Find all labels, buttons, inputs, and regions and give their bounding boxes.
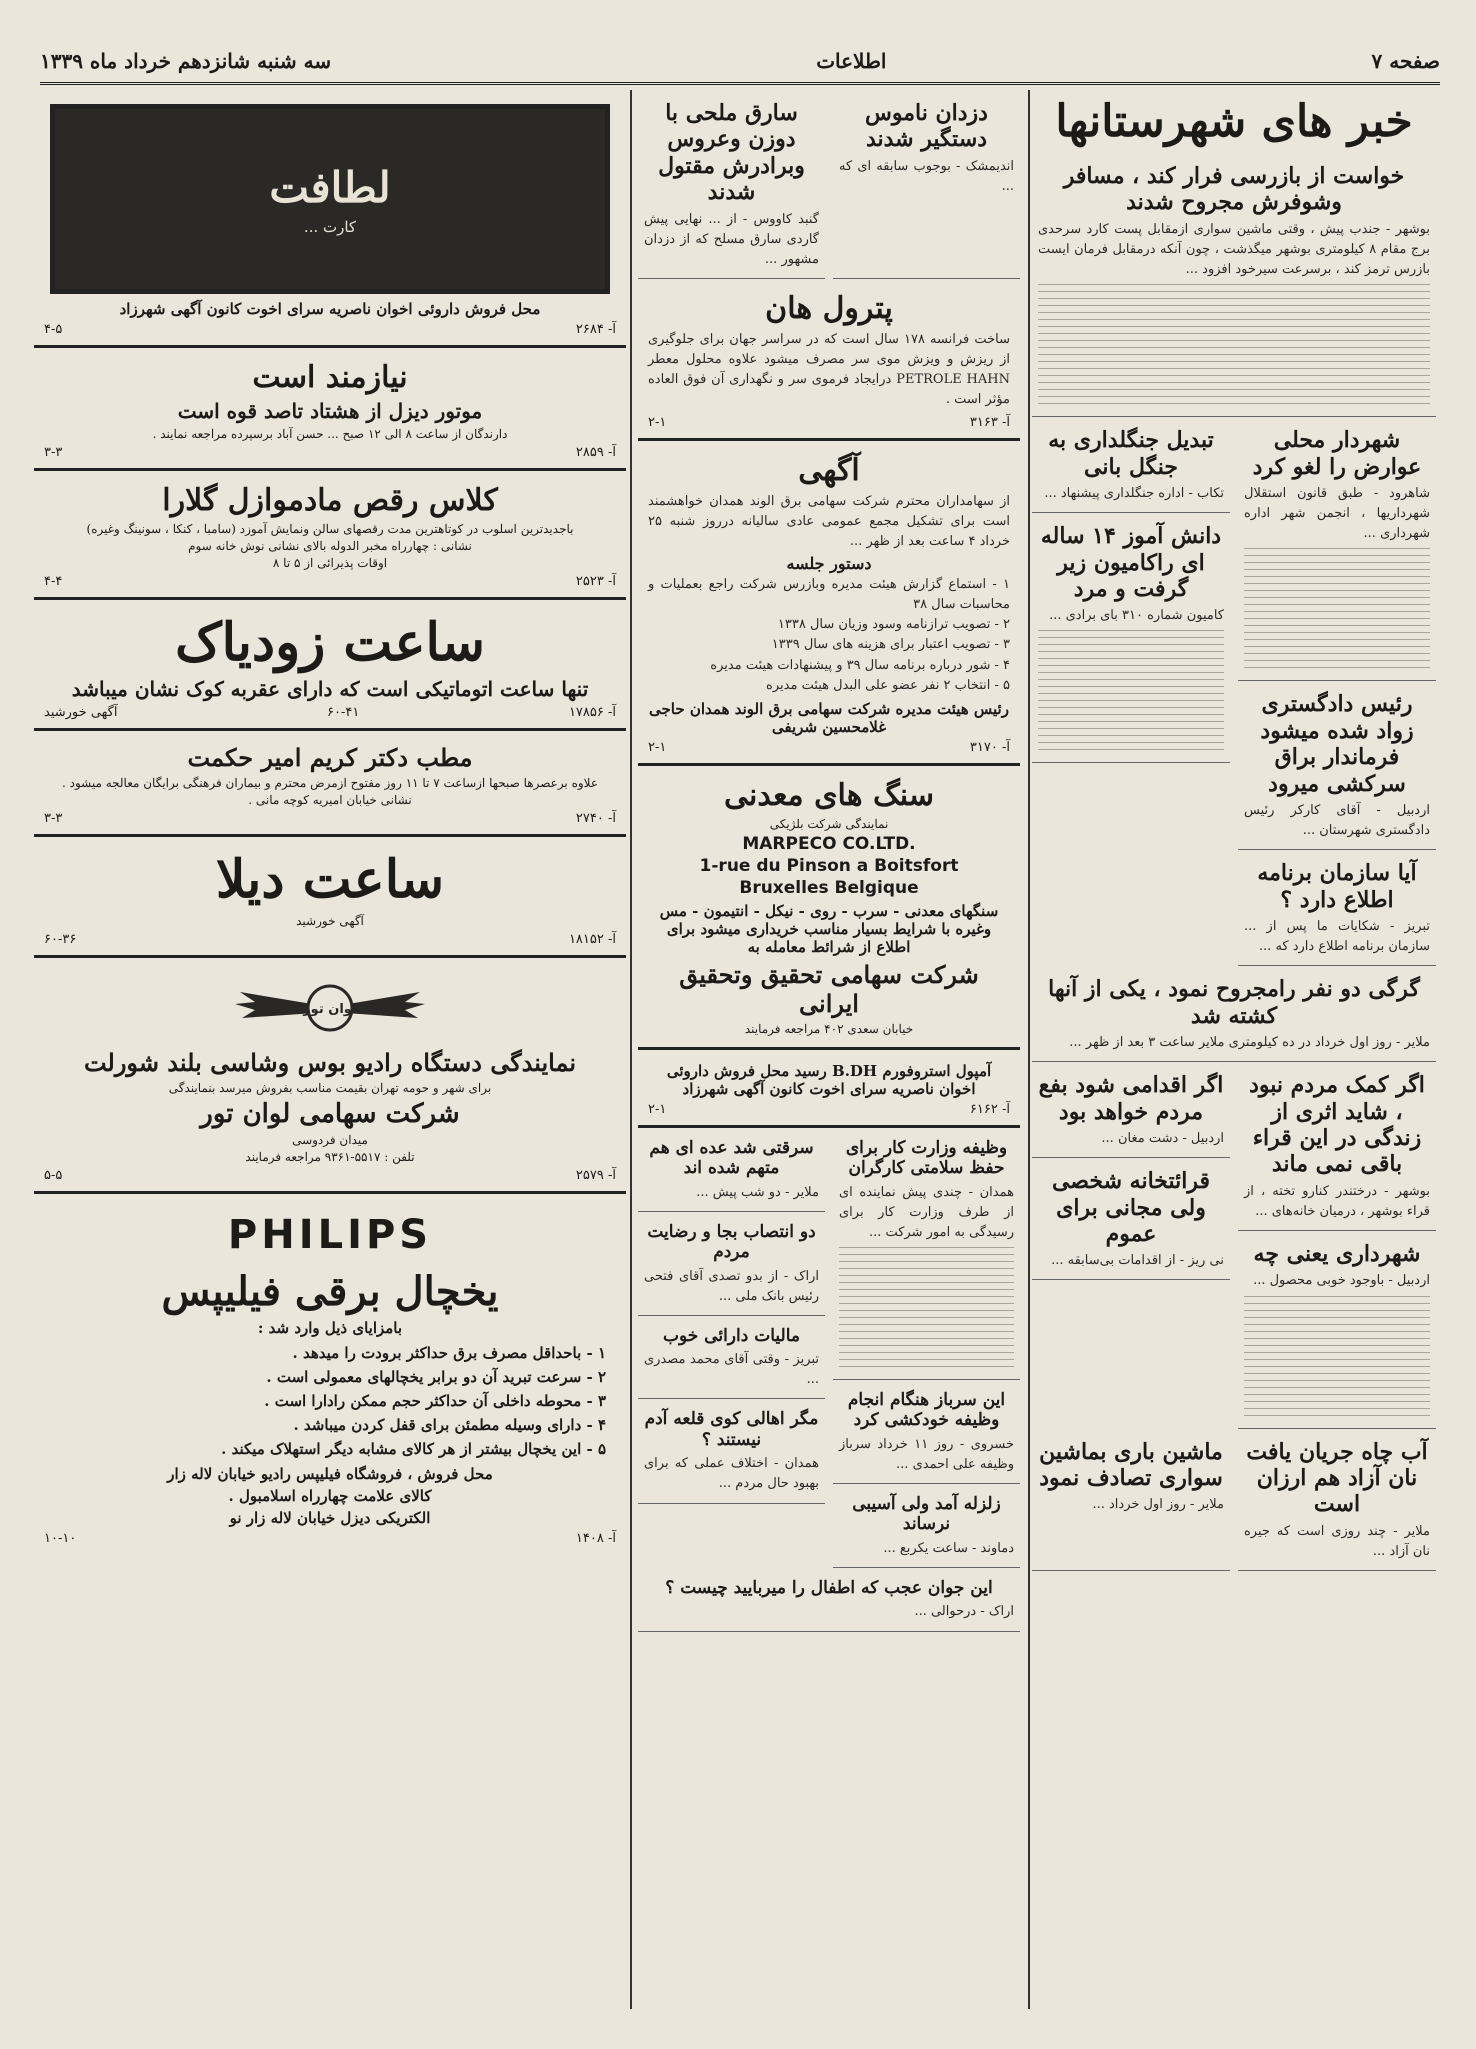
article-headline: دو انتصاب بجا و رضایت مردم [647,1221,816,1263]
ad-title: آگهی [798,452,860,488]
feature-list [54,1341,606,1461]
ad-code-number: آ- ۳۱۶۳ [969,414,1010,430]
sub-columns [638,1128,1020,1568]
advertisement-della-watch [34,837,626,958]
page-number: صفحه ۷ [1371,49,1440,73]
ad-body: برای شهر و حومه تهران بقیمت مناسب بفروش میرسد بنمایندگی [168,1081,492,1095]
sub-columns [1032,1429,1436,1571]
news-article [1238,1231,1436,1429]
article-body: ملایر - چند روزی است که جیره نان آزاد ... [1244,1523,1430,1559]
ad-title: پترول هان [765,290,893,326]
article-body: بوشهر - درختندر کنارو تخته ، از قراء بوشهر ، درمیان خانه‌های ... [1244,1183,1430,1219]
ad-code-run: ۳-۳ [44,811,63,826]
ad-phone: تلفن : ۵۵۱۷-۹۳۶۱ مراجعه فرمایند [245,1150,415,1164]
feature-item: ۲ - سرعت تبرید آن دو برابر یخچالهای معمولی است . [266,1368,606,1386]
article-body: اردبیل - آقای کارکر رئیس دادگستری شهرستان ... [1244,802,1430,839]
ad-detail: دارندگان از ساعت ۸ الی ۱۲ صبح ... حسن آباد برسپرده مراجعه نمایند . [152,427,508,441]
advertisement-minerals [638,766,1020,1050]
ad-body: تنها ساعت اتوماتیکی است که دارای عقربه کوک نشان میباشد [71,677,589,701]
news-article [638,1568,1020,1632]
ad-code [44,811,616,826]
feature-item: ۳ - محوطه داخلی آن حداکثر حجم ممکن رادارا است . [264,1392,606,1410]
ad-code [648,1102,1010,1117]
ad-code [648,740,1010,755]
news-article [1032,153,1436,417]
article-body: بوشهر - جندب پیش ، وقتی ماشین سواری ازمقابل پست کارد سرحدی برج مقام ۸ کیلومتری بوشهر میگذشت ، چون آنکه درمقابل فرمان ایست بازرس ترمز کند ، برسرعت سیرخود افزود ... [1038,221,1431,278]
ad-code [44,574,616,589]
paper-name: اطلاعات [816,49,887,73]
article-headline: شهردار محلی عوارض را لغو کرد [1252,427,1422,480]
agenda-item: ۳ - تصویب اعتبار برای هزینه های سال ۱۳۳۹ [771,637,1010,653]
ad-code-run: ۱۰-۱۰ [44,1531,77,1546]
article-headline: تبدیل جنگلداری به جنگل بانی [1048,427,1214,480]
agenda-list [648,575,1010,696]
ad-agency: آگهی خورشید [44,705,118,720]
ad-code-number: آ- ۲۵۲۳ [575,574,616,589]
ad-body: علاوه برعصرها صبحها ازساعت ۷ تا ۱۱ روز مفتوح ازمرض محترم و بیماران فرهنگی برایگان معالجه میشود . [61,776,598,790]
column-rule [1028,90,1030,2009]
ad-code-number: آ- ۶۱۶۲ [969,1101,1010,1117]
middle-column [638,90,1020,2009]
news-article [833,90,1020,279]
ad-address: نشانی : چهارراه مخبر الدوله بالای نشانی نوش خانه سوم [188,539,472,553]
ad-address: خیابان سعدی ۴۰۲ مراجعه فرمایند [744,1021,914,1036]
news-article [638,90,825,279]
article-text-lines [1038,630,1224,750]
ad-code-number: آ- ۱۴۰۸ [575,1531,616,1546]
article-headline: شهرداری یعنی چه [1253,1241,1421,1268]
ad-code [44,705,616,720]
page-header [40,40,1440,85]
news-article [1032,1429,1230,1571]
feature-item: ۱ - باحداقل مصرف برق حداکثر برودت را میدهد . [292,1344,606,1362]
ad-code-run: ۳-۳ [44,445,63,460]
ad-body: ساخت فرانسه ۱۷۸ سال است که در سراسر جهان برای جلوگیری از ریزش و ویزش موی سر مصرف میشود علاوه محلول معطر PETROLE HAHN درایجاد فرموی سر و نگهداری آن فوق العاده مؤثر است . [648,331,1010,408]
ad-plate-title: لطافت [269,162,391,212]
ad-caption: محل فروش داروئی اخوان ناصریه سرای اخوت کانون آگهی شهرزاد [119,300,541,318]
ad-body: موتور دیزل از هشتاد تاصد قوه است [177,399,483,423]
article-body: دماوند - ساعت یکربع ... [883,1540,1014,1556]
ad-title: کلاس رقص مادموازل گلارا [162,483,498,518]
news-article [1032,417,1230,513]
article-text-lines [1038,284,1430,404]
article-body: خسروی - روز ۱۱ خرداد سرباز وظیفه علی احمدی ... [839,1436,1014,1472]
ad-body: از سهامداران محترم شرکت سهامی برق الوند همدان خواهشمند است برای تشکیل مجمع عمومی عادی سالیانه درروز شنبه ۲۵ خرداد ۴ ساعت بعد از ظهر ... [648,493,1010,549]
ad-title: سنگ های معدنی [723,777,934,813]
article-body: ملایر - روز اول خرداد در ده کیلومتری ملایر ساعت ۳ بعد از ظهر ... [1069,1035,1430,1051]
ad-code-number: آ- ۱۸۱۵۲ [568,932,616,947]
ad-subtitle: نمایندگی شرکت بلژیکی [769,816,889,831]
article-headline: اگر اقدامی شود بفع مردم خواهد بود [1038,1072,1224,1125]
article-body: گنبد کاووس - از ... نهایی پیش گاردی سارق مسلح که از دزدان مشهور ... [644,211,819,267]
ad-code-number: آ- ۳۱۷۰ [969,739,1010,755]
ad-code-run: ۲-۱ [648,739,667,755]
article-body: تکاب - اداره جنگلداری پیشنهاد ... [1044,485,1224,501]
article-headline: زلزله آمد ولی آسیبی نرساند [852,1494,1001,1535]
article-body: ملایر - روز اول خرداد ... [1092,1497,1224,1513]
news-article [638,1399,825,1503]
advertisement-philips [34,1194,626,1554]
ad-body: آمپول استروفورم B.DH رسید محل فروش داروئی اخوان ناصریه سرای اخوت کانون آگهی شهرزاد [666,1061,992,1098]
ad-address: نشانی خیابان امیریه کوچه مانی . [248,793,412,807]
news-article [1032,1158,1230,1280]
ad-signature: رئیس هیئت مدیره شرکت سهامی برق الوند همدان حاجی غلامحسین شریفی [649,699,1009,736]
ad-body: سنگهای معدنی - سرب - روی - نیکل - انتیمون - مس وغیره با شرایط بسیار مناسب خریداری میشود برای اطلاع از شرائط معامله به [659,901,999,956]
article-text-lines [1244,548,1430,668]
ad-latin-line: MARPECO CO.LTD. [742,833,916,854]
article-headline: خواست از بازرسی فرار کند ، مسافر وشوفرش مجروح شدند [1063,163,1405,216]
advertisement-ampoule [638,1050,1020,1128]
ad-footer: کالای علامت چهارراه اسلامبول . [228,1487,432,1505]
provincial-news-column [1032,90,1436,2009]
ad-body: باجدیدترین اسلوب در کوتاهترین مدت رقصهای سالن ونمایش آموزد (سامبا ، کنکا ، سونینگ وغیره) [86,522,574,536]
article-body: اراک - درحوالی ... [914,1604,1014,1620]
ad-code [44,445,616,460]
ad-lead: بامزایای ذیل وارد شد : [257,1319,403,1337]
article-headline: دزدان ناموس دستگیر شدند [865,100,988,153]
article-headline: اگر کمک مردم نبود ، شاید اثری از زندگی در این قراء باقی نمی ماند [1249,1072,1425,1178]
ad-agency: آگهی خورشید [296,914,364,928]
advertisement-latafat [34,90,626,348]
advertisement-wanted [34,348,626,471]
news-article [1238,681,1436,850]
article-body: اندیمشک - بوجوب سابقه ای که ... [839,158,1014,194]
ad-code-run: ۴-۵ [44,322,63,337]
article-text-lines [1244,1296,1430,1416]
news-article [1238,417,1436,681]
news-article [1032,1062,1230,1158]
article-headline: این جوان عجب که اطفال را میربایید چیست ؟ [665,1578,993,1598]
news-article [1032,966,1436,1062]
article-headline: قرائتخانه شخصی ولی مجانی برای عموم [1051,1168,1211,1247]
article-body: اردبیل - دشت مغان ... [1101,1131,1224,1147]
article-body: تبریز - شکایات ما پس از ... سازمان برنامه اطلاع دارد که ... [1244,919,1430,955]
news-article [833,1484,1020,1568]
sub-columns [1032,1062,1436,1428]
article-body: همدان - چندی پیش نماینده ای از طرف وزارت کار برای رسیدگی به امور شرکت ... [839,1184,1014,1240]
article-body: همدان - اختلاف عملی که برای بهبود حال مردم ... [644,1456,819,1492]
article-body: کامیون شماره ۳۱۰ بای برادی ... [1049,608,1224,624]
article-headline: سرقتی شد عده ای هم متهم شده اند [649,1137,814,1179]
article-headline: ماشین باری بماشین سواری تصادف نمود [1039,1438,1223,1491]
ad-code-number: آ- ۲۵۷۹ [575,1168,616,1183]
ad-code-number: آ- ۲۷۴۰ [575,811,616,826]
ad-title: ساعت زودیاک [175,612,485,673]
column-rule [630,90,632,2009]
article-headline: سارق ملحی با دوزن وعروس وبرادرش مقتول شدند [658,100,805,206]
ad-illustration [50,104,610,294]
article-body: اردبیل - باوجود خوبی محصول ... [1253,1273,1430,1289]
logo-text: لوان تور [303,1002,357,1017]
news-article [833,1380,1020,1484]
article-body: اراک - از بدو تصدی آقای فتحی رئیس بانک ملی ... [644,1268,819,1304]
ad-title: نیازمند است [252,360,408,395]
ad-hours: اوقات پذیرائی از ۵ تا ۸ [272,556,388,570]
article-headline: این سرباز هنگام انجام وظیفه خودکشی کرد [847,1390,1006,1431]
sub-columns [638,90,1020,279]
advertisement-petrole-hahn [638,279,1020,441]
issue-date: سه شنبه شانزدهم خرداد ماه ۱۳۳۹ [40,49,332,73]
news-article [1238,1429,1436,1571]
agenda-item: ۵ - انتخاب ۲ نفر عضو علی البدل هیئت مدیره [766,677,1010,693]
article-headline: آب چاه جریان یافت نان آزاد هم ارزان است [1246,1438,1428,1518]
advertisement-zodiac-watch [34,600,626,731]
section-title: خبر های شهرستانها [1055,96,1413,147]
article-body: ملایر - دو شب پیش ... [696,1184,819,1200]
ad-code [44,932,616,947]
ad-footer: الکتریکی دیزل خیابان لاله زار نو [229,1509,431,1527]
article-headline: مگر اهالی کوی قلعه آدم نیستند ؟ [644,1409,819,1450]
article-headline: وظیفه وزارت کار برای حفظ سلامتی کارگران [845,1137,1008,1179]
ad-code-run: ۲-۱ [648,414,667,430]
ad-footer: محل فروش ، فروشگاه فیلیپس رادیو خیابان لاله زار [167,1465,493,1483]
news-article [638,1212,825,1316]
agenda-title: دستور جلسه [786,553,872,573]
ad-title: مطب دکتر کریم امیر حکمت [187,743,473,772]
ad-address: میدان فردوسی [292,1133,368,1147]
ad-title: نمایندگی دستگاه رادیو بوس وشاسی بلند شورلت [83,1048,577,1077]
news-article [1032,513,1230,763]
ad-title: ساعت دیلا [215,849,445,910]
ad-code-number: آ- ۱۷۸۵۶ [568,705,616,720]
agenda-item: ۴ - شور درباره برنامه سال ۳۹ و پیشنهادات هیئت مدیره [710,657,1010,673]
feature-item: ۴ - دارای وسیله مطمئن برای قفل کردن میباشد . [293,1416,606,1434]
ad-code-number: آ- ۲۶۸۴ [575,322,616,337]
news-article [833,1128,1020,1380]
ad-latin-line: Bruxelles Belgique [739,877,919,898]
agenda-item: ۲ - تصویب ترازنامه وسود وزیان سال ۱۳۳۸ [777,617,1010,633]
advertisement-notice [638,441,1020,766]
news-article [638,1128,825,1212]
ad-code-run: ۶۰-۴۱ [327,705,360,720]
feature-item: ۵ - این یخچال بیشتر از هر کالای مشابه دیگر استهلاک میکند . [221,1440,606,1458]
advertisement-doctor [34,731,626,837]
ad-latin-line: 1-rue du Pinson a Boitsfort [699,855,959,876]
news-article [1238,850,1436,966]
article-headline: آیا سازمان برنامه اطلاع دارد ؟ [1257,860,1417,913]
article-headline: گرگی دو نفر رامجروح نمود ، یکی از آنها کشته شد [1048,976,1420,1029]
ad-company: شرکت سهامی لوان تور [200,1099,460,1129]
agenda-item: ۱ - استماع گزارش هیئت مدیره وبازرس شرکت راجع بعملیات و محاسبات سال ۳۸ [648,576,1010,613]
ad-code [44,1531,616,1546]
news-article [638,1316,825,1400]
ad-code-run: ۶۰-۳۶ [44,932,77,947]
sub-columns [1032,417,1436,966]
ad-title: یخچال برقی فیلیپس [161,1268,499,1315]
winged-logo-icon [230,972,430,1042]
ad-code [44,1168,616,1183]
article-body: شاهرود - طبق قانون استقلال شهرداریها ، انجمن شهر اداره شهرداری ... [1244,485,1430,542]
ad-code [44,322,616,337]
article-text-lines [839,1247,1014,1367]
ad-code-run: ۵-۵ [44,1168,63,1183]
advertisement-dance-class [34,471,626,600]
news-article [1238,1062,1436,1231]
article-headline: رئیس دادگستری زواد شده میشود فرماندار براق سرکشی میرود [1260,691,1414,797]
ad-code-number: آ- ۲۸۵۹ [575,445,616,460]
article-headline: مالیات دارائی خوب [662,1325,801,1346]
philips-logo: PHILIPS [227,1212,433,1258]
advertisement-levantour [34,958,626,1194]
advertisements-column [34,90,626,2009]
article-body: نی ریز - از اقدامات بی‌سابقه ... [1051,1253,1224,1269]
ad-plate-subtitle: کارت ... [303,217,357,236]
ad-company: شرکت سهامی تحقیق وتحقیق ایرانی [679,959,979,1018]
article-body: تبریز - وقتی آقای محمد مصدری ... [644,1352,819,1388]
ad-code-run: ۴-۴ [44,574,63,589]
ad-code [648,415,1010,430]
ad-code-run: ۲-۱ [648,1101,667,1117]
article-headline: دانش آموز ۱۴ ساله ای راکامیون زیر گرفت و مرد [1040,523,1222,602]
